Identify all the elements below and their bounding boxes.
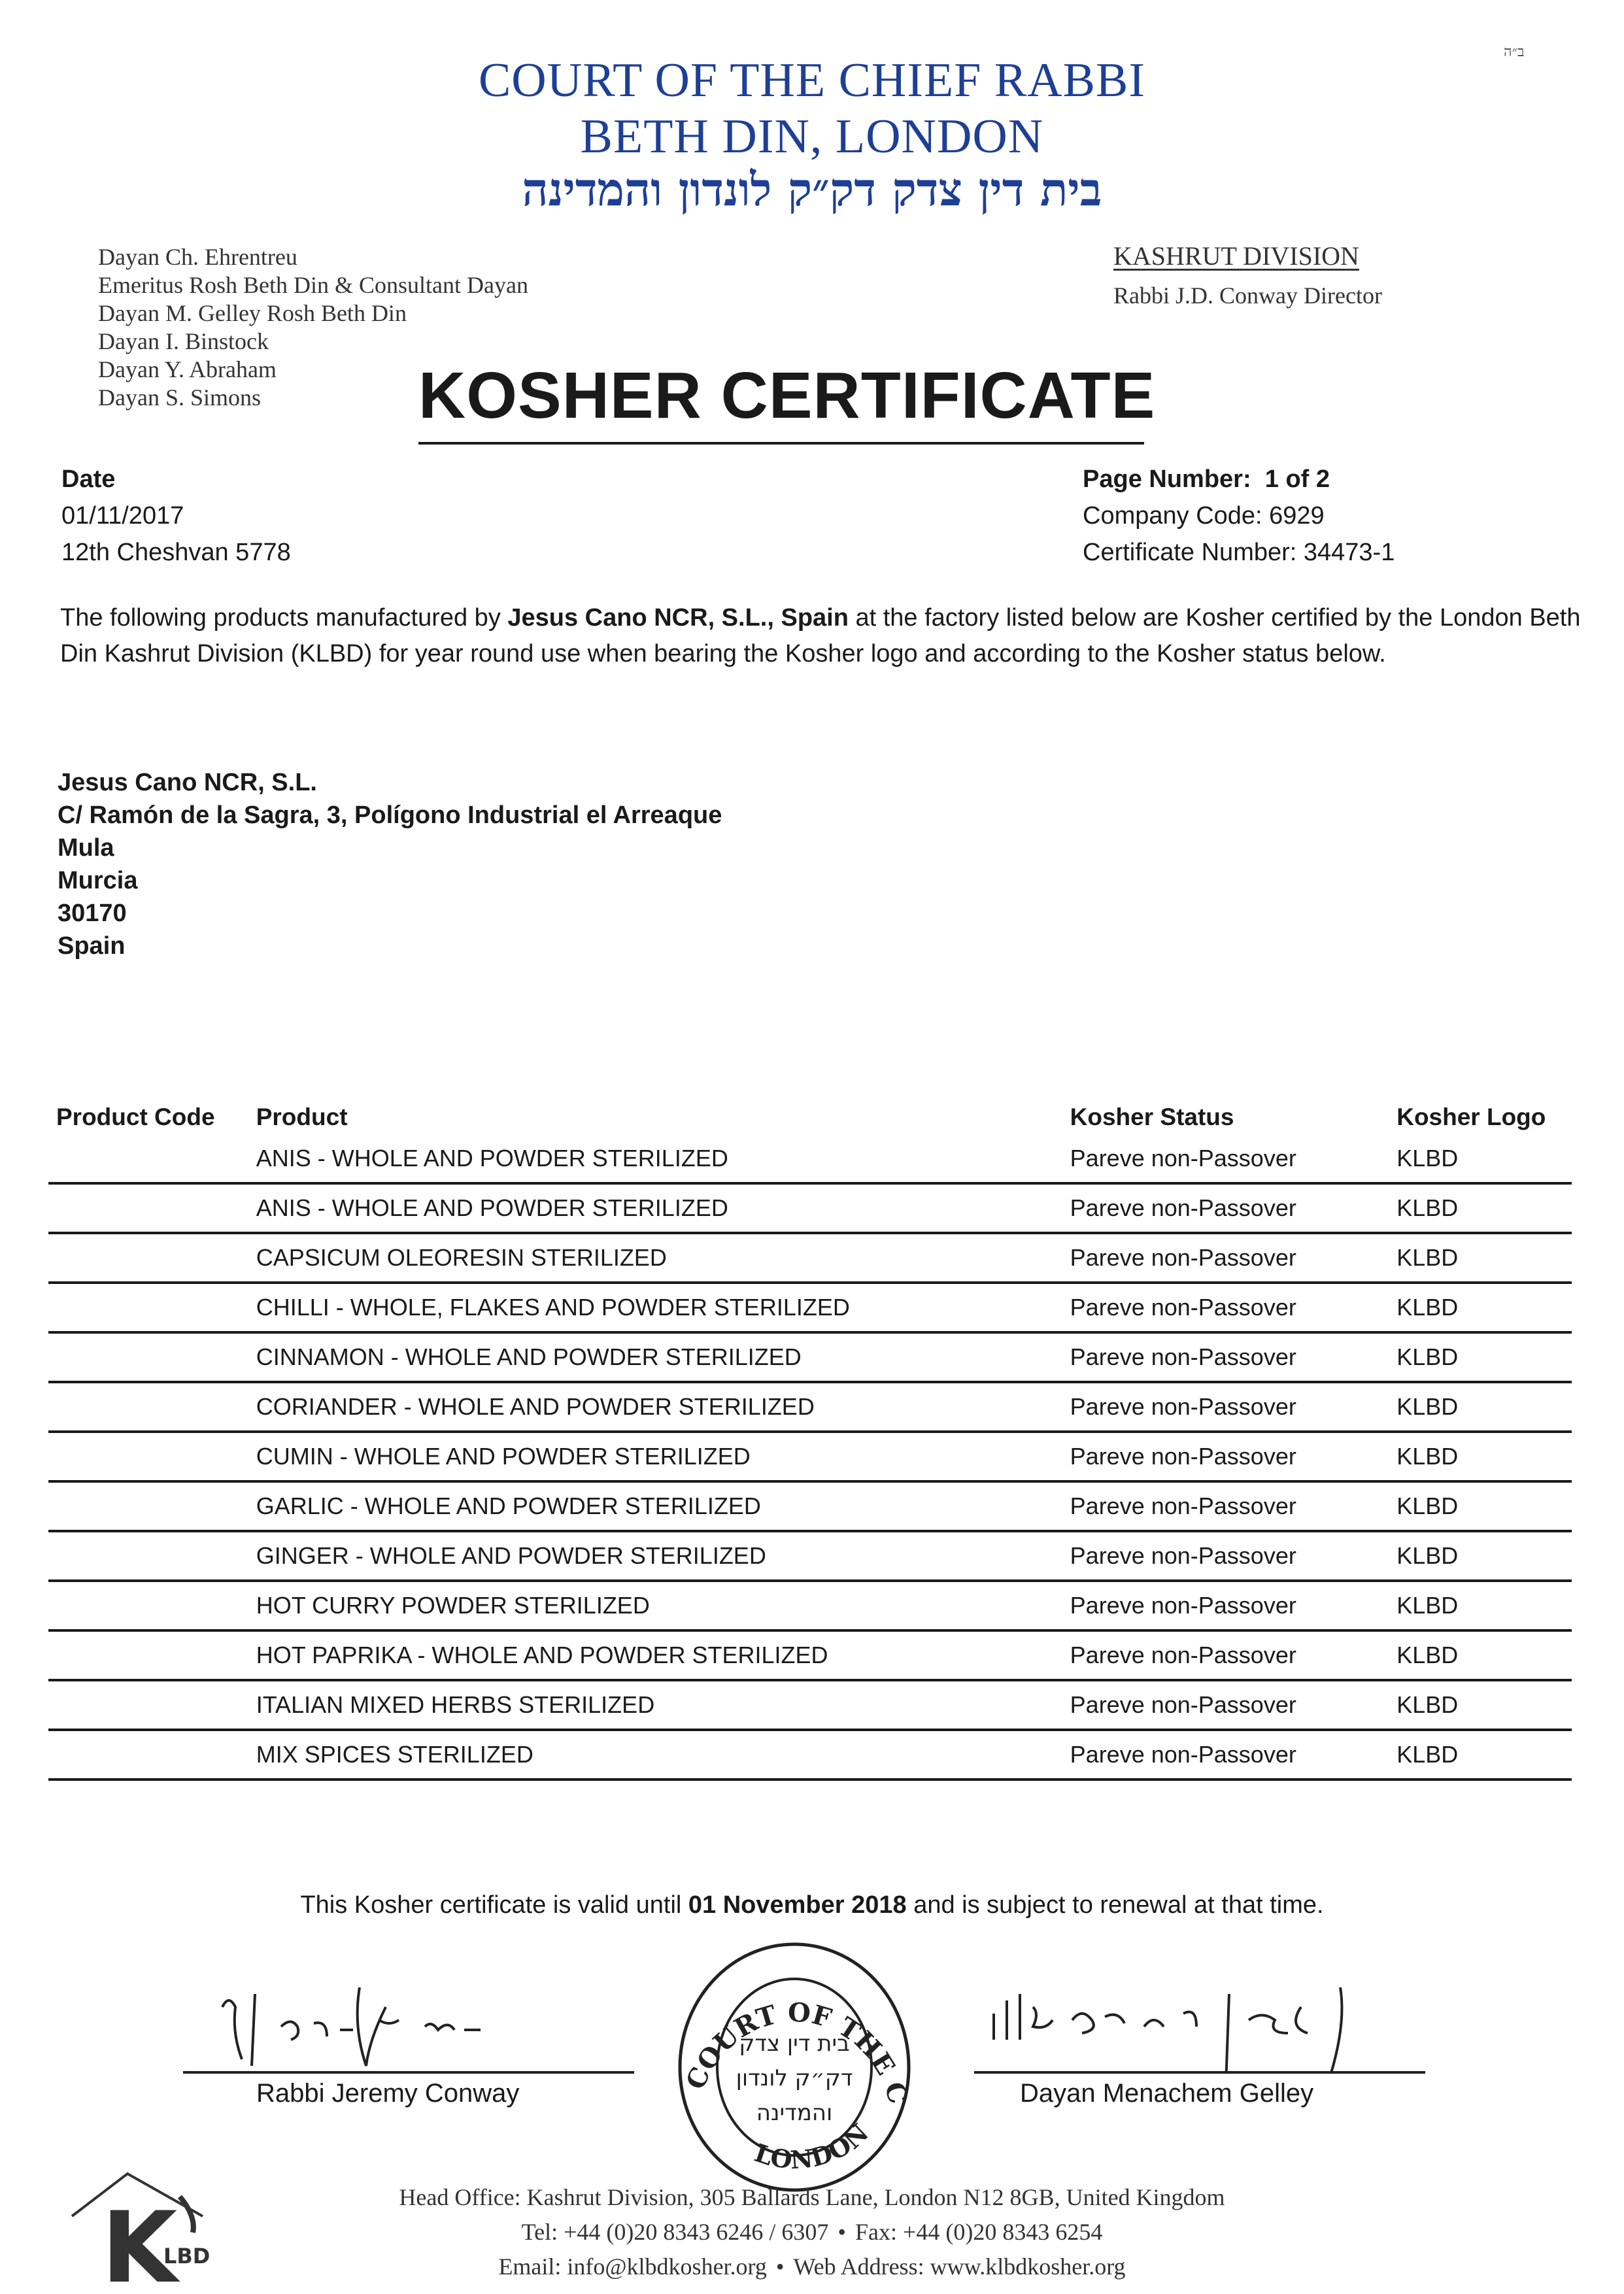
kashrut-title: KASHRUT DIVISION [1113,241,1359,271]
footer-contact [0,2180,1624,2284]
kosher-status-cell: Pareve non-Passover [1070,1244,1296,1271]
signatory-name: Rabbi Jeremy Conway [256,2079,520,2108]
kosher-status-cell: Pareve non-Passover [1070,1443,1296,1470]
kosher-logo-cell: KLBD [1396,1592,1459,1619]
kosher-status-cell: Pareve non-Passover [1070,1493,1296,1519]
kosher-logo-cell: KLBD [1396,1244,1459,1271]
seal-inner-line2: דק״ק לונדון [736,2065,853,2091]
kosher-logo-cell: KLBD [1396,1443,1459,1470]
kosher-status-cell: Pareve non-Passover [1070,1145,1296,1172]
validity-statement [0,1891,1624,1919]
seal-bottom-text: LONDON [751,2117,875,2175]
certificate-number [1083,534,1395,571]
product-cell: ANIS - WHOLE AND POWDER STERILIZED [256,1194,728,1221]
logo-letter: K [101,2191,178,2288]
head-office-address: Head Office: Kashrut Division, 305 Ballards Lane, London N12 8GB, United Kingdom [399,2184,1225,2210]
bullet-separator: • [837,2219,847,2245]
table-row [48,1234,1572,1284]
validity-prefix: This Kosher certificate is valid until [300,1891,688,1919]
dayan-item: Dayan I. Binstock [98,328,269,354]
product-cell: HOT PAPRIKA - WHOLE AND POWDER STERILIZED [256,1642,828,1668]
certificate-number-value: 34473-1 [1303,539,1395,566]
hebrew-date: 12th Cheshvan 5778 [61,539,291,566]
dayan-item: Dayan Y. Abraham [98,356,277,382]
kosher-logo-cell: KLBD [1396,1343,1459,1370]
product-cell: CINNAMON - WHOLE AND POWDER STERILIZED [256,1343,802,1370]
factory-address [58,766,722,962]
director-name: Rabbi J.D. Conway [1113,282,1298,309]
address-line: Spain [58,932,126,960]
certificate-number-label: Certificate Number: [1083,539,1297,566]
kosher-logo-cell: KLBD [1396,1145,1459,1172]
meta-block [1083,461,1395,571]
product-cell: ITALIAN MIXED HERBS STERILIZED [256,1691,655,1718]
product-cell: MIX SPICES STERILIZED [256,1741,533,1768]
header-product-code: Product Code [56,1104,215,1130]
signature-gelley [974,1968,1425,2112]
kosher-status-cell: Pareve non-Passover [1070,1642,1296,1668]
phone-line [0,2215,1624,2250]
address-line: C/ Ramón de la Sagra, 3, Polígono Industrial el Arreaque [58,801,722,829]
signature-scribble [974,1968,1425,2072]
validity-suffix: and is subject to renewal at that time. [906,1891,1324,1919]
title-divider [418,442,1144,445]
kosher-logo-cell: KLBD [1396,1294,1459,1321]
address-line: 30170 [58,900,127,927]
bh-mark: ב״ה [1504,44,1525,60]
address-line: Mula [58,834,114,862]
kosher-status-cell: Pareve non-Passover [1070,1542,1296,1569]
court-title-line2: BETH DIN, LONDON [580,110,1044,163]
product-cell: HOT CURRY POWDER STERILIZED [256,1592,650,1619]
date-block [61,461,291,571]
kosher-logo-cell: KLBD [1396,1393,1459,1420]
kosher-logo-cell: KLBD [1396,1194,1459,1221]
kosher-status-cell: Pareve non-Passover [1070,1592,1296,1619]
product-cell: CAPSICUM OLEORESIN STERILIZED [256,1244,667,1271]
product-cell: CUMIN - WHOLE AND POWDER STERILIZED [256,1443,751,1470]
address-line: Jesus Cano NCR, S.L. [58,769,317,796]
kosher-logo-cell: KLBD [1396,1493,1459,1519]
logo-small-text: LBD [163,2244,211,2269]
web-line [0,2250,1624,2284]
table-row [48,1532,1572,1582]
bullet-separator: • [775,2253,785,2280]
fax: Fax: +44 (0)20 8343 6254 [855,2219,1103,2245]
dayan-item: Emeritus Rosh Beth Din & Consultant Dayan [98,272,528,298]
table-row [48,1185,1572,1234]
date-label: Date [61,465,116,493]
dayan-item: Dayan S. Simons [98,384,262,411]
kosher-status-cell: Pareve non-Passover [1070,1691,1296,1718]
product-cell: CHILLI - WHOLE, FLAKES AND POWDER STERILIZED [256,1294,850,1321]
kashrut-division [1113,241,1382,309]
kashrut-director [1113,282,1382,309]
page-number [1083,461,1395,498]
product-cell: ANIS - WHOLE AND POWDER STERILIZED [256,1145,728,1172]
table-row [48,1632,1572,1681]
products-table [48,1072,1572,1781]
kosher-status-cell: Pareve non-Passover [1070,1194,1296,1221]
company-name: Jesus Cano NCR, S.L., Spain [507,604,849,632]
website-link[interactable]: Web Address: www.klbdkosher.org [793,2253,1126,2280]
table-row [48,1731,1572,1781]
table-row [48,1433,1572,1483]
page-number-label: Page Number: [1083,465,1251,493]
signature-conway [183,1968,634,2112]
intro-paragraph [60,600,1583,672]
table-body [48,1135,1572,1781]
kosher-status-cell: Pareve non-Passover [1070,1343,1296,1370]
table-row [48,1284,1572,1334]
product-cell: GARLIC - WHOLE AND POWDER STERILIZED [256,1493,761,1519]
table-row [48,1383,1572,1433]
address-line: Murcia [58,867,138,894]
seal-inner-line1: בית דין צדק [739,2031,850,2057]
table-row [48,1483,1572,1532]
certificate-title: KOSHER CERTIFICATE [418,359,1156,432]
beth-din-seal [673,1938,915,2197]
table-row [48,1135,1572,1185]
kosher-logo-cell: KLBD [1396,1741,1459,1768]
table-row [48,1681,1572,1731]
table-row [48,1334,1572,1383]
seal-inner-line3: והמדינה [756,2100,833,2126]
seal-icon [673,1938,915,2197]
seal-outer-text: COURT OF THE C [680,1997,914,2108]
dayan-item: Dayan Ch. Ehrentreu [98,244,297,270]
product-cell: CORIANDER - WHOLE AND POWDER STERILIZED [256,1393,815,1420]
intro-text: at the factory listed below are Kosher certified by the London Beth Din Kashrut Division (KLBD) for year round use when bearing the Kosher logo and according to the Kosher status below. [60,604,1581,667]
kosher-status-cell: Pareve non-Passover [1070,1741,1296,1768]
signature-line [183,2071,634,2074]
signatory-name: Dayan Menachem Gelley [1020,2079,1314,2108]
dayan-item: Dayan M. Gelley Rosh Beth Din [98,300,407,326]
director-role: Director [1298,282,1382,309]
product-cell: GINGER - WHOLE AND POWDER STERILIZED [256,1542,766,1569]
validity-date: 01 November 2018 [688,1891,907,1919]
court-title-line1: COURT OF THE CHIEF RABBI [478,54,1146,107]
kosher-logo-cell: KLBD [1396,1542,1459,1569]
company-code-value: 6929 [1269,502,1325,530]
header-product: Product [256,1104,348,1130]
table-header [48,1072,1572,1135]
kosher-logo-cell: KLBD [1396,1691,1459,1718]
table-row [48,1582,1572,1632]
kosher-logo-cell: KLBD [1396,1642,1459,1668]
date-value: 01/11/2017 [61,502,184,530]
kosher-status-cell: Pareve non-Passover [1070,1294,1296,1321]
signature-scribble [183,1968,634,2072]
header-kosher-logo: Kosher Logo [1396,1104,1546,1130]
page-number-value: 1 of 2 [1264,465,1330,493]
company-code [1083,498,1395,534]
telephone: Tel: +44 (0)20 8343 6246 / 6307 [521,2219,829,2245]
court-title [0,52,1624,165]
company-code-label: Company Code: [1083,502,1262,530]
kosher-status-cell: Pareve non-Passover [1070,1393,1296,1420]
signature-line [974,2071,1425,2074]
header-kosher-status: Kosher Status [1070,1104,1234,1130]
intro-text: The following products manufactured by [60,604,508,632]
hebrew-title: בית דין צדק דק״ק לונדון והמדינה [522,162,1102,216]
email-link[interactable]: Email: info@klbdkosher.org [498,2253,767,2280]
